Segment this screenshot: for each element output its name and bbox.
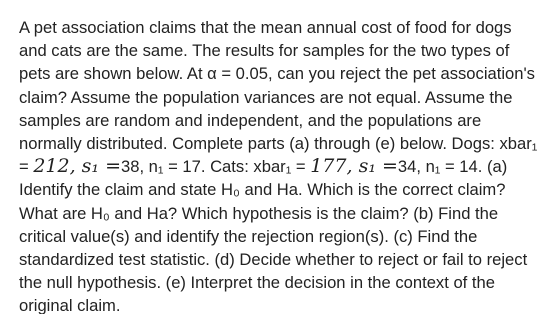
problem-intro: A pet association claims that the mean annual cost of food for dogs and cats are the same. The results for samples for the two types of pets are shown below. At α = 0.05, can you reject the pet association's claim? Assume the population variances are not equal. Assume the samples are random and independent, and the populations are normally distributed. Complete parts (a) through (e) below. Dogs: xbar₁ = <box>19 18 538 177</box>
dogs-sample-stats: 38, n₁ = 17. Cats: xbar₁ = <box>120 157 311 177</box>
cats-mean-value: 177, s₁ = <box>310 155 398 178</box>
dogs-mean-value: 212, s₁ = <box>33 155 121 178</box>
problem-statement <box>19 16 540 314</box>
cats-sample-stats-and-questions: 34, n₁ = 14. (a) Identify the claim and state H₀ and Ha. Which is the correct claim? What are H₀ and Ha? Which hypothesis is the claim? (b) Find the critical value(s) and identify the rejection region(s). (c) Find the standardized test statistic. (d) Decide whether to reject or fail to reject the null hypothesis. (e) Interpret the decision in the context of the original claim. <box>19 157 528 314</box>
